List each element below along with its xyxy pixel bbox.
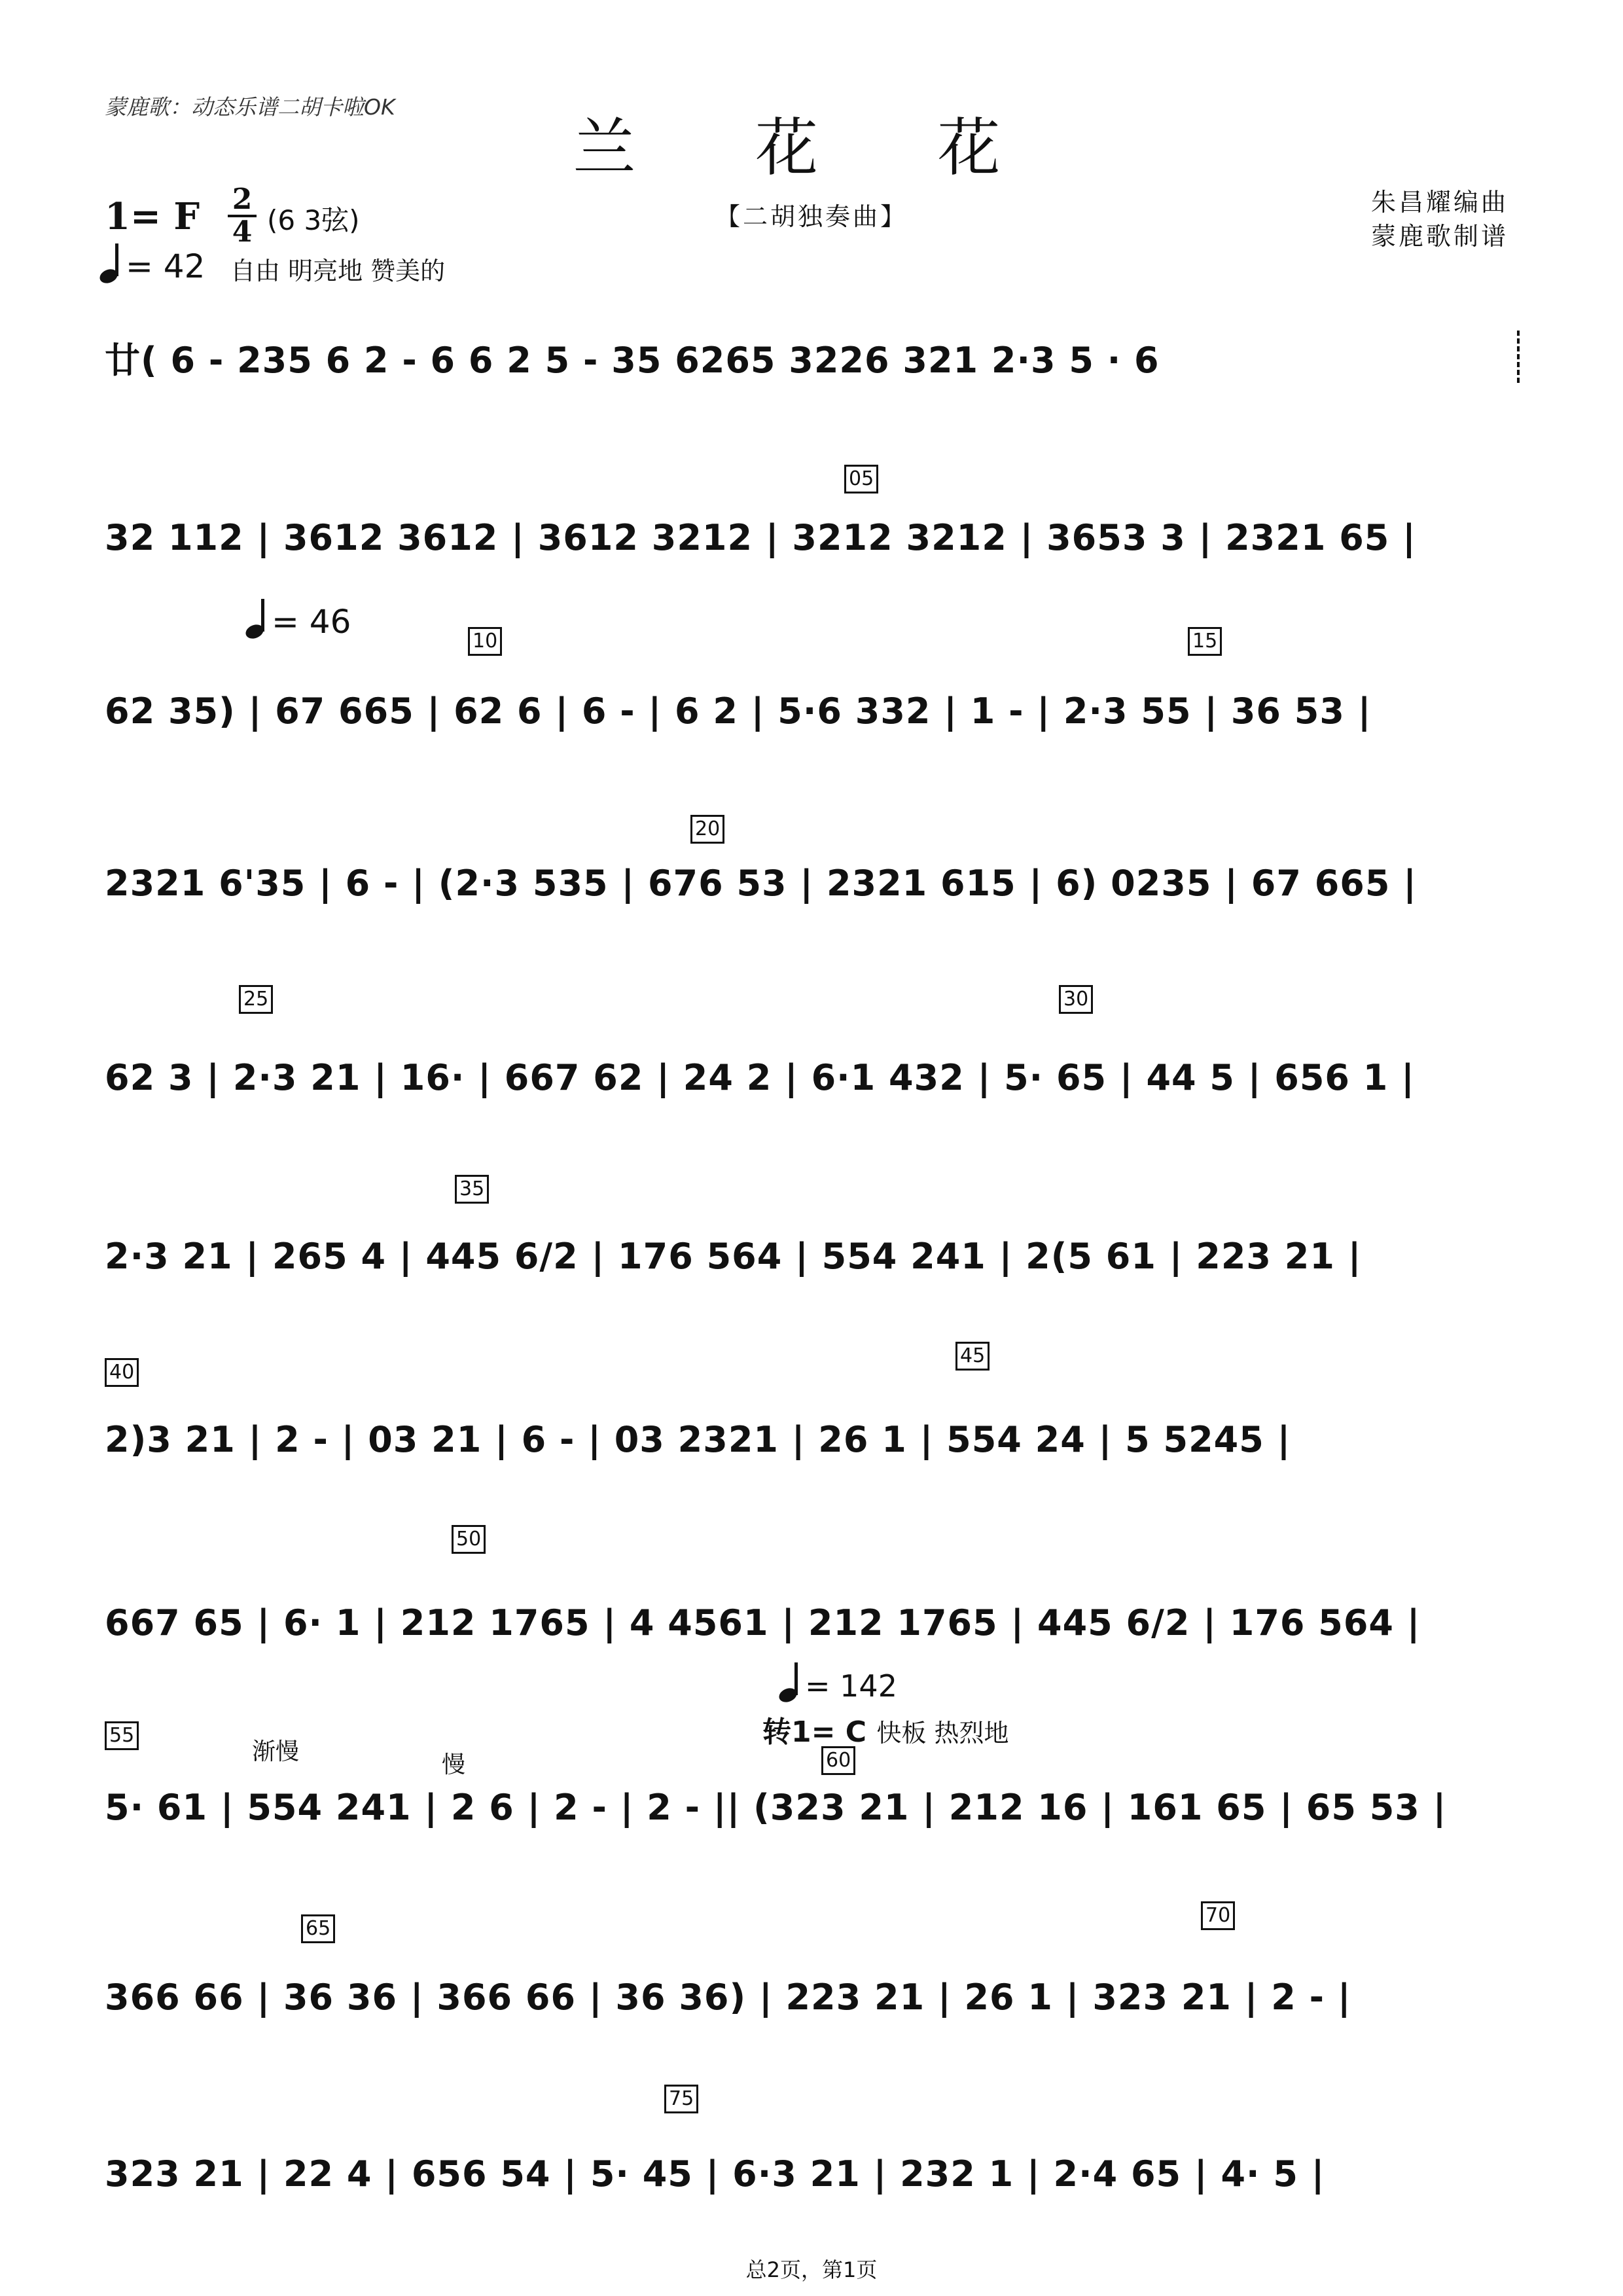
score-row-5: 62 3 | 2·3 21 | 16· | 667 62 | 24 2 | 6·1 432 | 5· 65 | 44 5 | 656 1 | (105, 1057, 1415, 1098)
tempo-change-142: = 142 (779, 1662, 897, 1704)
notation-credit: 蒙鹿歌制谱 (1370, 222, 1508, 251)
quarter-note-icon (245, 599, 272, 638)
time-signature (226, 185, 259, 247)
bar-number: 15 (1188, 627, 1222, 656)
quarter-note-icon (779, 1662, 805, 1702)
score-row-8: 667 65 | 6· 1 | 212 1765 | 4 4561 | 212 1765 | 445 6/2 | 176 564 | (105, 1602, 1421, 1643)
score-row-1: 廿( 6 - 235 6 2 - 6 6 2 5 - 35 6265 3226 321 2·3 5 · 6 (105, 340, 1160, 381)
bar-number: 30 (1059, 985, 1093, 1014)
tempo-marking (99, 243, 205, 285)
tempo-value: = 42 (126, 247, 205, 285)
key-signature: 1= F (105, 195, 200, 238)
bar-number: 75 (664, 2085, 698, 2113)
score-row-10: 366 66 | 36 36 | 366 66 | 36 36) | 223 21 | 26 1 | 323 21 | 2 - | (105, 1977, 1351, 2018)
meter-bottom: 4 (232, 215, 253, 249)
bar-number: 50 (452, 1525, 486, 1554)
bar-number: 35 (455, 1175, 489, 1204)
bar-number: 10 (468, 627, 502, 656)
watermark-text: 蒙鹿歌：动态乐谱二胡卡啦OK (105, 94, 395, 120)
bar-number: 65 (301, 1914, 335, 1943)
score-row-11: 323 21 | 22 4 | 656 54 | 5· 45 | 6·3 21 | 232 1 | 2·4 65 | 4· 5 | (105, 2153, 1325, 2195)
bar-number: 05 (844, 465, 878, 493)
score-row-2: 32 112 | 3612 3612 | 3612 3212 | 3212 3212 | 3653 3 | 2321 65 | (105, 517, 1416, 558)
bar-number: 25 (239, 985, 273, 1014)
expression-text: 自由 明亮地 赞美的 (230, 257, 446, 285)
composer-credit: 朱昌耀编曲 (1370, 188, 1508, 217)
bar-number: 70 (1201, 1901, 1235, 1930)
bar-number: 55 (105, 1721, 139, 1750)
slow-text: 慢 (442, 1751, 466, 1778)
string-tuning: (6 3弦) (267, 204, 360, 236)
meter-top: 2 (232, 183, 253, 216)
key-change: 转1= C 快板 热烈地 (762, 1715, 1009, 1749)
tempo-change-46: = 46 (245, 599, 351, 641)
bar-number: 20 (690, 815, 724, 844)
page-footer: 总2页，第1页 (745, 2257, 878, 2282)
row-end-barline (1517, 331, 1522, 383)
page-title: 兰 花 花 (573, 111, 1050, 185)
bar-number: 40 (105, 1358, 139, 1387)
score-row-3: 62 35) | 67 665 | 62 6 | 6 - | 6 2 | 5·6 332 | 1 - | 2·3 55 | 36 53 | (105, 691, 1372, 732)
bar-number: 45 (955, 1342, 990, 1371)
subtitle: 【二胡独奏曲】 (715, 202, 908, 231)
score-row-9: 5· 61 | 554 241 | 2 6 | 2 - | 2 - || (323 21 | 212 16 | 161 65 | 65 53 | (105, 1787, 1447, 1828)
score-row-7: 2)3 21 | 2 - | 03 21 | 6 - | 03 2321 | 26 1 | 554 24 | 5 5245 | (105, 1419, 1291, 1460)
bar-number: 60 (821, 1746, 855, 1775)
quarter-note-icon (99, 243, 126, 283)
score-row-4: 2321 6'35 | 6 - | (2·3 535 | 676 53 | 2321 615 | 6) 0235 | 67 665 | (105, 863, 1417, 904)
ritardando-text: 渐慢 (252, 1738, 300, 1765)
score-row-6: 2·3 21 | 265 4 | 445 6/2 | 176 564 | 554 241 | 2(5 61 | 223 21 | (105, 1236, 1362, 1277)
